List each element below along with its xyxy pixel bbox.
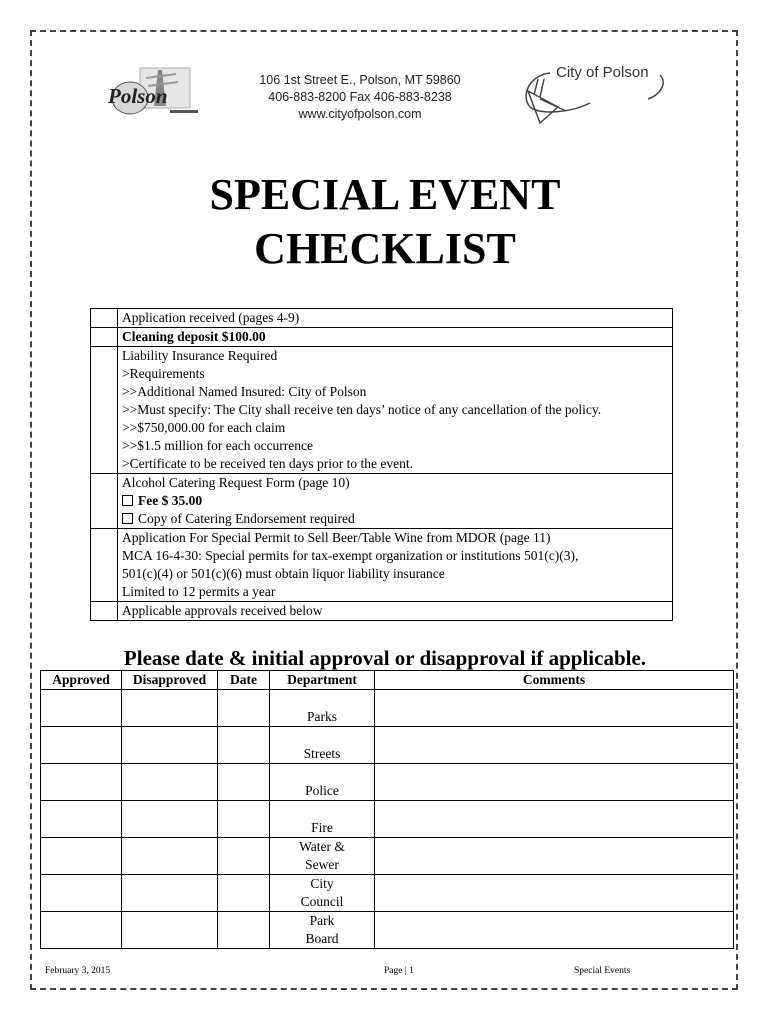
checklist-checkbox[interactable]	[91, 474, 118, 529]
department-name: Board	[305, 931, 339, 946]
checklist-line	[122, 474, 668, 492]
checklist-item	[91, 474, 673, 529]
approved-cell[interactable]	[41, 801, 122, 838]
disapproved-cell[interactable]	[122, 764, 218, 801]
department-name: Sewer	[305, 857, 339, 872]
disapproved-cell[interactable]	[122, 838, 218, 875]
checklist-line-text: >>$750,000.00 for each claim	[122, 420, 286, 435]
checklist-line	[122, 347, 668, 365]
date-cell[interactable]	[218, 912, 270, 949]
checklist-item	[91, 347, 673, 474]
checklist-line-text: Application For Special Permit to Sell Beer/Table Wine from MDOR (page 11)	[122, 530, 551, 545]
comments-header: Comments	[375, 671, 734, 690]
department-name: Council	[300, 894, 344, 909]
approval-instruction: Please date & initial approval or disapproval if applicable.	[123, 646, 647, 670]
disapproved-cell[interactable]	[122, 727, 218, 764]
checklist-checkbox[interactable]	[91, 602, 118, 621]
checklist-line	[122, 437, 668, 455]
department-cell	[270, 875, 375, 912]
checklist-item	[91, 309, 673, 328]
checklist-checkbox[interactable]	[91, 529, 118, 602]
department-cell	[270, 912, 375, 949]
approved-cell[interactable]	[41, 764, 122, 801]
checklist-line	[122, 309, 668, 327]
approved-header: Approved	[41, 671, 122, 690]
department-name: City	[310, 876, 334, 891]
approved-cell[interactable]	[41, 727, 122, 764]
comments-cell[interactable]	[375, 801, 734, 838]
checklist-line-text: >Certificate to be received ten days prior to the event.	[122, 456, 413, 471]
checklist-line-text: Limited to 12 permits a year	[122, 584, 276, 599]
comments-cell[interactable]	[375, 875, 734, 912]
date-cell[interactable]	[218, 875, 270, 912]
approval-row	[41, 727, 734, 764]
checklist-item	[91, 529, 673, 602]
website: www.cityofpolson.com	[298, 107, 422, 121]
approved-cell[interactable]	[41, 838, 122, 875]
department-cell	[270, 727, 375, 764]
checklist-line-text: Applicable approvals received below	[122, 603, 323, 618]
department-name: Fire	[311, 820, 333, 835]
contact-block	[240, 72, 480, 123]
comments-cell[interactable]	[375, 838, 734, 875]
date-cell[interactable]	[218, 764, 270, 801]
date-cell[interactable]	[218, 838, 270, 875]
checklist-line	[122, 602, 668, 620]
approval-row	[41, 801, 734, 838]
page-title	[0, 168, 770, 276]
checklist-line	[122, 529, 668, 547]
checklist-line-text: Application received (pages 4-9)	[122, 310, 300, 325]
footer-date: February 3, 2015	[45, 966, 111, 976]
checklist-table	[90, 308, 673, 621]
disapproved-cell[interactable]	[122, 801, 218, 838]
approvals-table	[40, 670, 734, 949]
approved-cell[interactable]	[41, 690, 122, 727]
comments-cell[interactable]	[375, 690, 734, 727]
checkbox-icon[interactable]	[122, 495, 133, 506]
department-name: Water &	[299, 839, 345, 854]
approved-cell[interactable]	[41, 875, 122, 912]
seal-text: City of Polson	[556, 64, 649, 81]
footer-page-number: Page | 1	[384, 966, 414, 976]
comments-cell[interactable]	[375, 912, 734, 949]
approval-row	[41, 838, 734, 875]
checklist-checkbox[interactable]	[91, 328, 118, 347]
checklist-line-text: Cleaning deposit $100.00	[122, 329, 266, 344]
checklist-checkbox[interactable]	[91, 347, 118, 474]
approved-cell[interactable]	[41, 912, 122, 949]
disapproved-header: Disapproved	[122, 671, 218, 690]
approval-row	[41, 912, 734, 949]
footer-section: Special Events	[574, 966, 631, 976]
department-name: Parks	[307, 709, 337, 724]
comments-cell[interactable]	[375, 764, 734, 801]
department-header: Department	[270, 671, 375, 690]
checklist-line-text: MCA 16-4-30: Special permits for tax-exempt organization or institutions 501(c)(3),	[122, 548, 579, 563]
checklist-line	[122, 583, 668, 601]
checklist-line-text: Alcohol Catering Request Form (page 10)	[122, 475, 350, 490]
checklist-line	[122, 565, 668, 583]
checklist-text	[118, 529, 673, 602]
checklist-text	[118, 474, 673, 529]
date-cell[interactable]	[218, 690, 270, 727]
title-line-2: CHECKLIST	[254, 224, 516, 273]
checklist-item	[91, 328, 673, 347]
checklist-line	[122, 365, 668, 383]
checklist-line-text: >Requirements	[122, 366, 205, 381]
checklist-line-text: >>Additional Named Insured: City of Polson	[122, 384, 367, 399]
checklist-item	[91, 602, 673, 621]
address: 106 1st Street E., Polson, MT 59860	[259, 73, 461, 87]
department-name: Park	[309, 913, 335, 928]
department-cell	[270, 690, 375, 727]
department-name: Police	[305, 783, 339, 798]
checkbox-icon[interactable]	[122, 513, 133, 524]
department-cell	[270, 764, 375, 801]
checklist-text	[118, 309, 673, 328]
checklist-text	[118, 602, 673, 621]
department-name: Streets	[303, 746, 341, 761]
checklist-line-text: >>$1.5 million for each occurrence	[122, 438, 314, 453]
checklist-line	[122, 492, 668, 510]
checklist-line	[122, 510, 668, 528]
approval-row	[41, 875, 734, 912]
approval-row	[41, 764, 734, 801]
disapproved-cell[interactable]	[122, 875, 218, 912]
phone-fax: 406-883-8200 Fax 406-883-8238	[268, 90, 452, 104]
checklist-line-text: >>Must specify: The City shall receive ten days’ notice of any cancellation of the policy.	[122, 402, 602, 417]
checklist-line	[122, 547, 668, 565]
logo-wordmark: Polson	[108, 84, 168, 108]
date-cell[interactable]	[218, 727, 270, 764]
checklist-line	[122, 401, 668, 419]
approval-row	[41, 690, 734, 727]
disapproved-cell[interactable]	[122, 690, 218, 727]
checklist-checkbox[interactable]	[91, 309, 118, 328]
checklist-line-text: Liability Insurance Required	[122, 348, 278, 363]
comments-cell[interactable]	[375, 727, 734, 764]
checklist-text	[118, 328, 673, 347]
department-cell	[270, 801, 375, 838]
checklist-line-text: Fee $ 35.00	[138, 493, 203, 508]
checklist-line	[122, 419, 668, 437]
checklist-line-text: Copy of Catering Endorsement required	[138, 511, 355, 526]
checklist-line	[122, 328, 668, 346]
date-header: Date	[218, 671, 270, 690]
department-cell	[270, 838, 375, 875]
title-line-1: SPECIAL EVENT	[209, 170, 561, 219]
disapproved-cell[interactable]	[122, 912, 218, 949]
checklist-line	[122, 383, 668, 401]
checklist-text	[118, 347, 673, 474]
checklist-line-text: 501(c)(4) or 501(c)(6) must obtain liquor liability insurance	[122, 566, 445, 581]
date-cell[interactable]	[218, 801, 270, 838]
checklist-line	[122, 455, 668, 473]
